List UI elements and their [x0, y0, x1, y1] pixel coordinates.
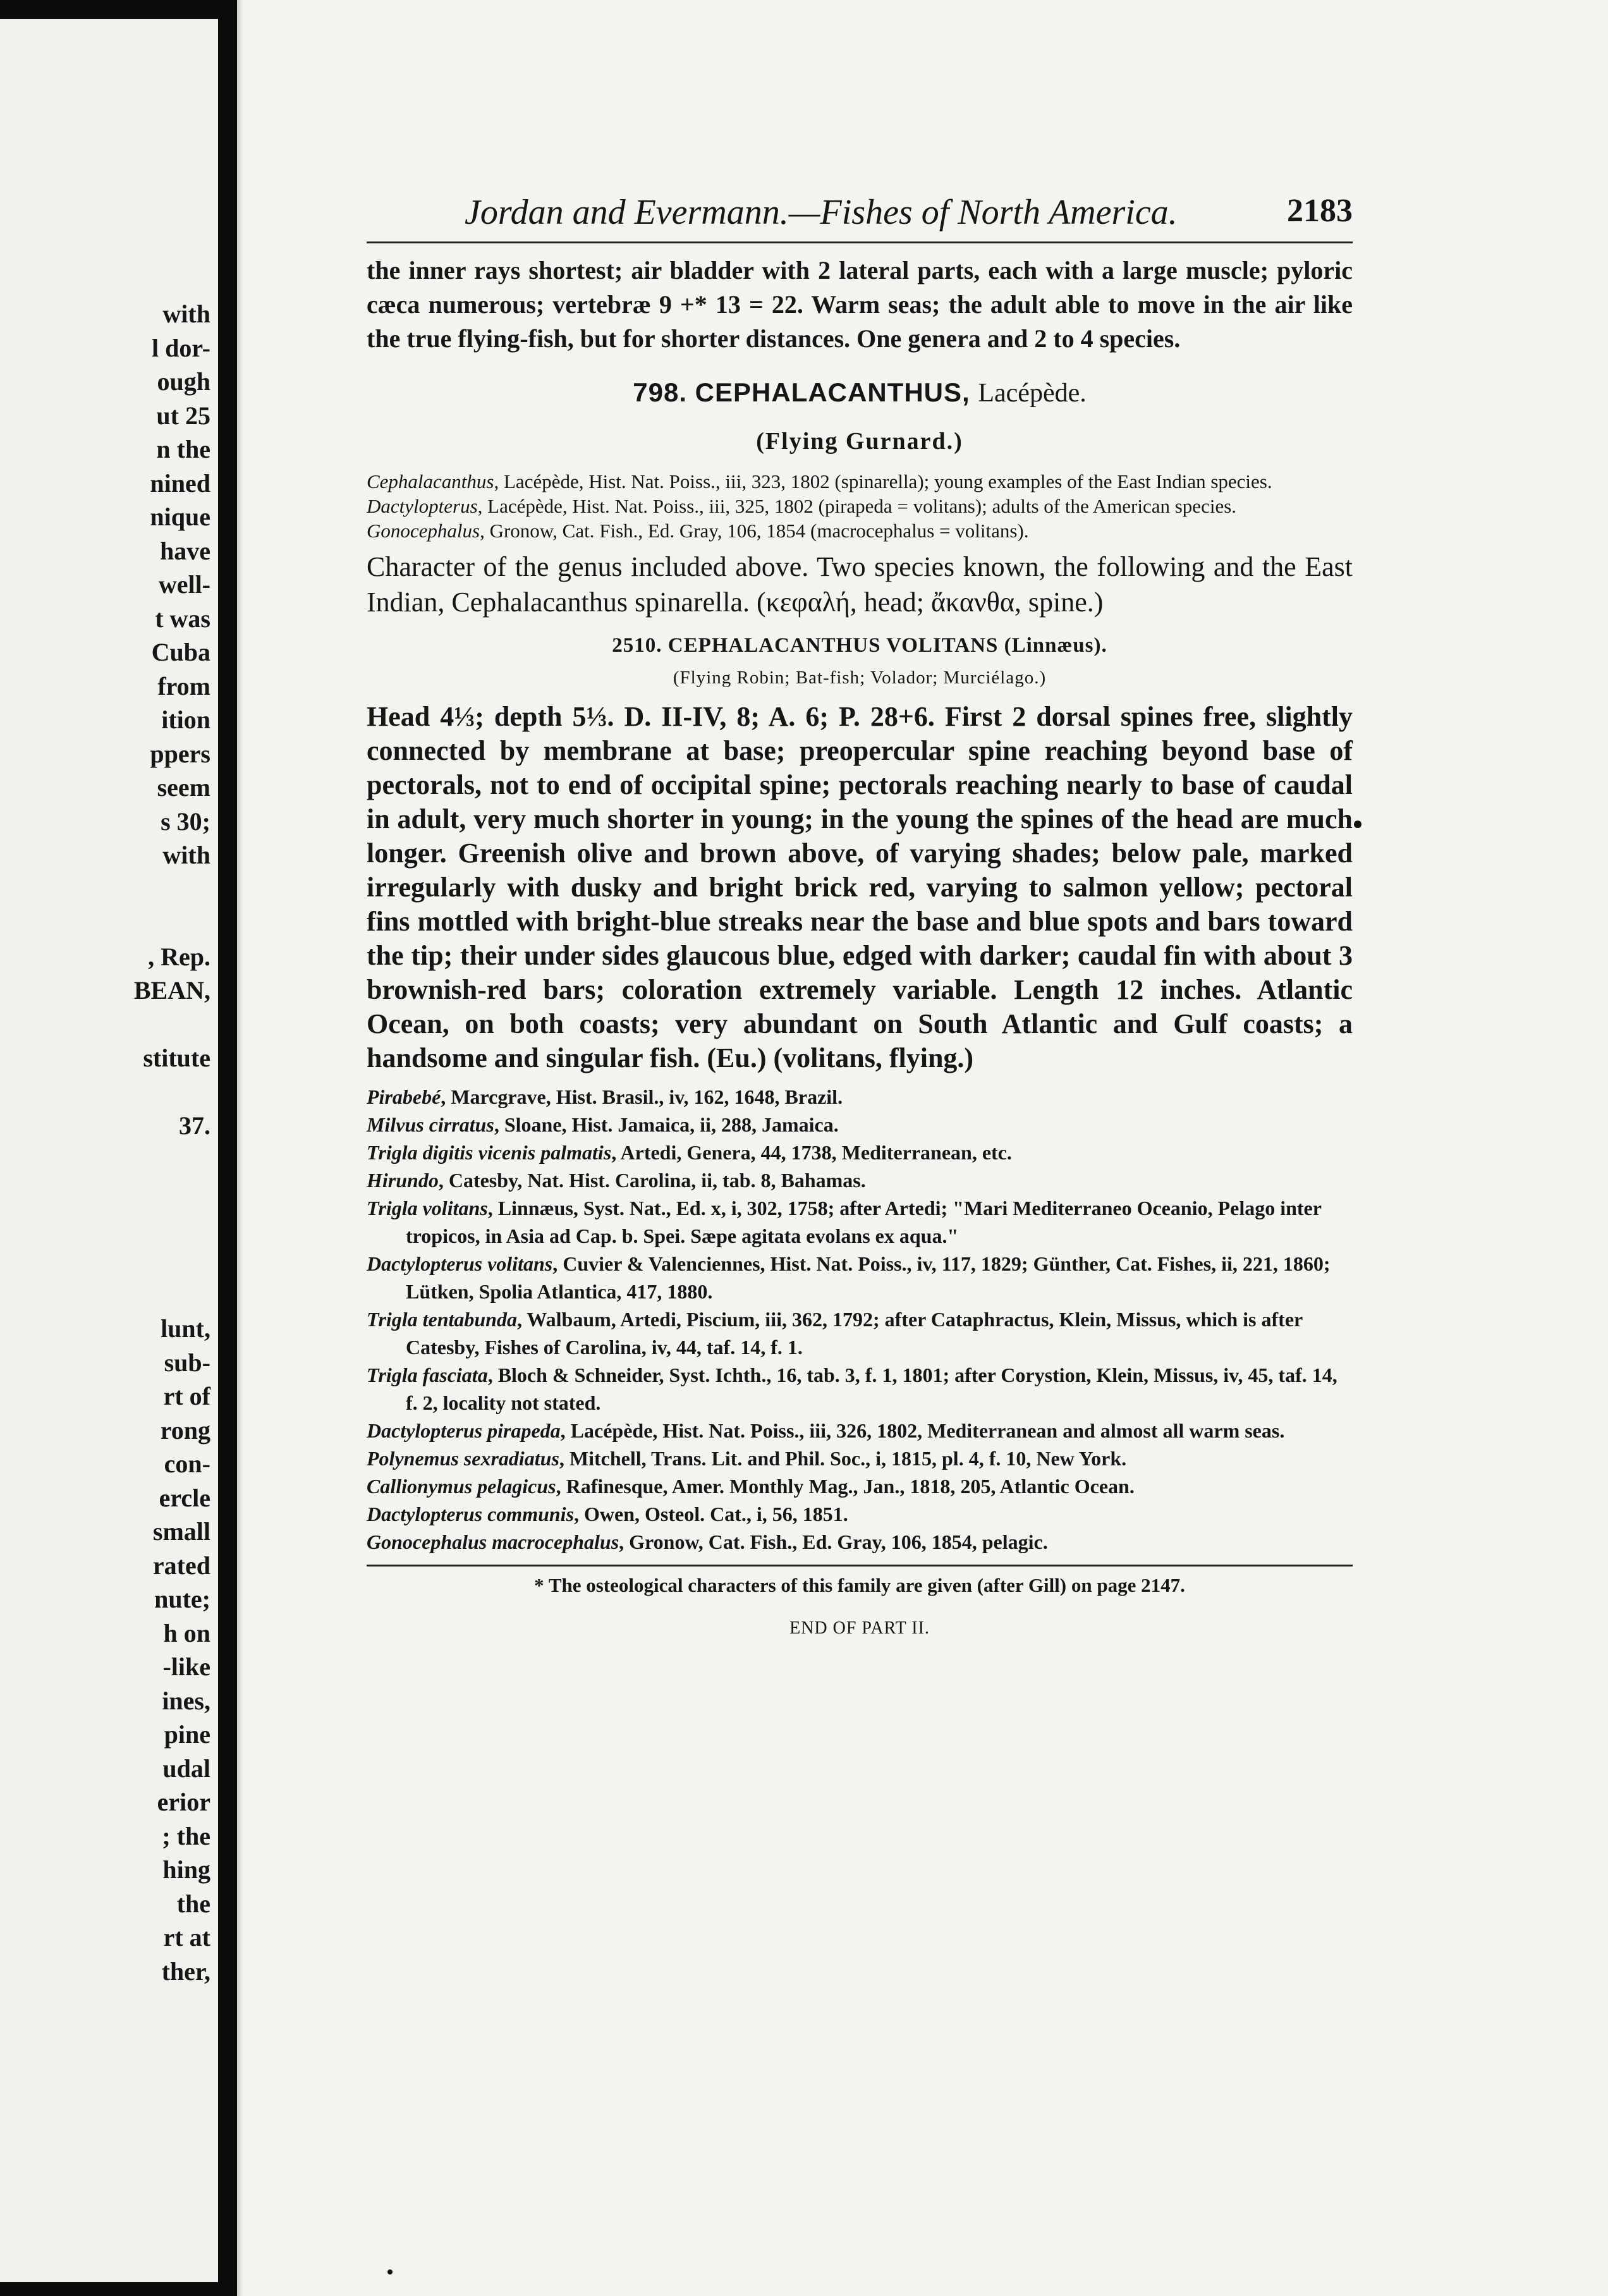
reference-citation: , Linnæus, Syst. Nat., Ed. x, i, 302, 1758; after Artedi; "Mari Mediterraneo Oceanio, Pelago inter tropicos, in Asia ad Cap. b. Spei. Sæpe agitata evolans ex aqua." — [406, 1197, 1322, 1247]
left-page-fragment — [134, 906, 210, 940]
left-page-fragment: rong — [160, 1415, 210, 1444]
left-page-fragment: stitute — [143, 1044, 210, 1072]
left-page-fragment: BEAN, — [133, 976, 210, 1004]
left-page-margin — [0, 19, 218, 2282]
running-title: Jordan and Evermann.—Fishes of North America. — [465, 193, 1178, 232]
right-page — [237, 0, 1608, 2296]
left-page-fragment — [134, 1008, 210, 1042]
genus-synonyms — [367, 469, 1353, 543]
reference-name: Trigla digitis vicenis palmatis — [367, 1141, 612, 1164]
reference-entry — [367, 1444, 1353, 1472]
left-page-fragment: with — [162, 300, 210, 328]
speck — [387, 2269, 393, 2275]
left-page-fragment: con- — [164, 1450, 210, 1478]
intro-paragraph: the inner rays shortest; air bladder with 2 lateral parts, each with a large muscle; pyloric cæca numerous; vertebræ 9 +* 13 = 22. Warm seas; the adult able to move in the air like the true flying-fish, but for shorter distances. One genera and 2 to 4 species. — [367, 256, 1353, 353]
left-page-fragment — [134, 1211, 210, 1245]
reference-name: Pirabebé — [367, 1085, 441, 1108]
reference-name: Gonocephalus macrocephalus — [367, 1530, 619, 1553]
left-page-fragment: erior — [157, 1788, 210, 1816]
reference-citation: , Bloch & Schneider, Syst. Ichth., 16, tab. 3, f. 1, 1801; after Corystion, Klein, Missus, iv, 45, taf. 14, f. 2, locality not stated. — [406, 1364, 1337, 1414]
left-page-fragment: ines, — [162, 1686, 210, 1715]
reference-citation: , Sloane, Hist. Jamaica, ii, 288, Jamaica. — [494, 1113, 839, 1136]
running-header — [367, 183, 1353, 241]
reference-name: Hirundo — [367, 1169, 439, 1192]
left-page-fragment — [134, 1176, 210, 1211]
left-page-fragment: with — [162, 841, 210, 869]
left-page-fragment: nique — [150, 503, 210, 531]
species-heading: 2510. CEPHALACANTHUS VOLITANS (Linnæus). — [612, 634, 1107, 657]
end-of-part: END OF PART II. — [789, 1618, 930, 1638]
reference-entry — [367, 1194, 1353, 1250]
book-gutter — [218, 0, 237, 2296]
reference-entry — [367, 1083, 1353, 1111]
left-page-fragment: ppers — [150, 739, 210, 768]
reference-name: Trigla fasciata — [367, 1364, 488, 1386]
genus-author: Lacépède. — [978, 379, 1087, 408]
reference-name: Trigla volitans — [367, 1197, 488, 1219]
footnote-rule — [367, 1565, 1353, 1566]
reference-entry — [367, 1139, 1353, 1166]
left-page-fragment: ition — [161, 705, 210, 734]
left-page-fragment: rated — [152, 1551, 210, 1580]
reference-citation: , Owen, Osteol. Cat., i, 56, 1851. — [574, 1503, 848, 1525]
left-page-fragment: ercle — [159, 1483, 210, 1512]
reference-citation: , Walbaum, Artedi, Piscium, iii, 362, 1792; after Cataphractus, Klein, Missus, which is after Catesby, Fishes of Carolina, iv, 44, taf. 14, f. 1. — [406, 1308, 1303, 1359]
left-page-fragment: h on — [163, 1618, 210, 1647]
synonym-entry — [367, 518, 1353, 543]
reference-name: Dactylopterus volitans — [367, 1252, 553, 1275]
left-page-fragment: lunt, — [161, 1314, 210, 1343]
left-page-fragment: rt at — [163, 1923, 210, 1951]
left-page-fragment — [134, 1244, 210, 1278]
left-page-fragment: ut 25 — [156, 401, 210, 430]
left-page-fragment: rt of — [163, 1382, 210, 1410]
left-page-fragment: sub- — [164, 1348, 210, 1377]
reference-entry — [367, 1500, 1353, 1528]
reference-name: Dactylopterus communis — [367, 1503, 575, 1525]
left-page-fragment: from — [157, 671, 210, 700]
left-page-fragment: small — [152, 1517, 210, 1546]
left-page-fragment: ; the — [162, 1821, 210, 1850]
page-content — [367, 183, 1353, 1639]
left-page-fragment: ough — [157, 367, 210, 396]
reference-name: Dactylopterus pirapeda — [367, 1419, 561, 1442]
synonym-name: Gonocephalus — [367, 520, 480, 542]
left-page-fragment: s 30; — [161, 807, 210, 836]
synonym-entry — [367, 494, 1353, 518]
reference-citation: , Gronow, Cat. Fish., Ed. Gray, 106, 1854, pelagic. — [619, 1530, 1048, 1553]
reference-entry — [367, 1250, 1353, 1305]
left-page-fragment: -like — [162, 1652, 210, 1681]
reference-entry — [367, 1305, 1353, 1361]
genus-common-name: (Flying Gurnard.) — [756, 428, 963, 455]
left-page-fragment — [134, 872, 210, 907]
synonym-entry — [367, 469, 1353, 494]
speck — [1354, 821, 1361, 828]
left-page-fragment — [134, 1075, 210, 1109]
reference-entry — [367, 1472, 1353, 1500]
reference-name: Trigla tentabunda — [367, 1308, 517, 1331]
left-page-fragment: , Rep. — [148, 942, 210, 971]
left-page-fragment: hing — [162, 1855, 210, 1884]
reference-citation: , Catesby, Nat. Hist. Carolina, ii, tab. 8, Bahamas. — [438, 1169, 866, 1192]
synonym-citation: , Lacépède, Hist. Nat. Poiss., iii, 325, 1802 (pirapeda = volitans); adults of the American species. — [477, 495, 1237, 517]
reference-citation: , Marcgrave, Hist. Brasil., iv, 162, 1648, Brazil. — [441, 1085, 843, 1108]
reference-citation: , Cuvier & Valenciennes, Hist. Nat. Poiss., iv, 117, 1829; Günther, Cat. Fishes, ii, 221, 1860; Lütken, Spolia Atlantica, 417, 1880. — [406, 1252, 1331, 1303]
reference-entry — [367, 1111, 1353, 1139]
left-page-fragment: udal — [162, 1754, 210, 1783]
left-page-fragment: t was — [155, 604, 210, 633]
header-rule — [367, 241, 1353, 243]
reference-entry — [367, 1361, 1353, 1417]
reference-entry — [367, 1417, 1353, 1444]
reference-entry — [367, 1166, 1353, 1194]
page-number: 2183 — [1287, 193, 1353, 229]
left-page-fragment: nined — [150, 468, 210, 498]
genus-character: Character of the genus included above. Two species known, the following and the East Indian, Cephalacanthus spinarella. (κεφαλή, head; ἄκανθα, spine.) — [367, 551, 1353, 618]
footnote: * The osteological characters of this family are given (after Gill) on page 2147. — [534, 1574, 1185, 1596]
left-page-fragment: n the — [156, 435, 210, 463]
left-page-fragment: ther, — [161, 1957, 210, 1986]
synonym-citation: , Lacépède, Hist. Nat. Poiss., iii, 323, 1802 (spinarella); young examples of the East Indian species. — [494, 470, 1272, 492]
left-page-fragment: 37. — [179, 1111, 210, 1140]
left-page-fragment: l dor- — [152, 333, 210, 362]
species-references — [367, 1083, 1353, 1556]
reference-name: Callionymus pelagicus — [367, 1475, 556, 1498]
genus-title: 798. CEPHALACANTHUS, — [633, 377, 970, 407]
genus-heading — [367, 377, 1353, 408]
left-page-fragment: have — [160, 536, 210, 565]
reference-citation: , Mitchell, Trans. Lit. and Phil. Soc., i, 1815, pl. 4, f. 10, New York. — [559, 1447, 1127, 1470]
reference-citation: , Artedi, Genera, 44, 1738, Mediterranean, etc. — [611, 1141, 1012, 1164]
left-page-fragments — [134, 297, 210, 1988]
reference-name: Milvus cirratus — [367, 1113, 494, 1136]
synonym-citation: , Gronow, Cat. Fish., Ed. Gray, 106, 1854 (macrocephalus = volitans). — [480, 520, 1029, 542]
left-page-fragment: the — [176, 1889, 210, 1918]
left-page-fragment: Cuba — [151, 638, 210, 666]
reference-name: Polynemus sexradiatus — [367, 1447, 559, 1470]
synonym-name: Cephalacanthus — [367, 470, 494, 492]
spine-shadow — [237, 0, 243, 2296]
left-page-fragment: pine — [164, 1720, 210, 1749]
left-page-fragment: seem — [157, 773, 210, 802]
left-page-fragment: well- — [158, 570, 210, 599]
left-page-fragment — [134, 1278, 210, 1312]
left-page-fragment: nute; — [154, 1585, 210, 1613]
species-common-names: (Flying Robin; Bat-fish; Volador; Murciélago.) — [673, 668, 1047, 688]
reference-citation: , Lacépède, Hist. Nat. Poiss., iii, 326, 1802, Mediterranean and almost all warm seas. — [560, 1419, 1285, 1442]
species-description: Head 4⅓; depth 5⅓. D. II-IV, 8; A. 6; P. 28+6. First 2 dorsal spines free, slightly connected by membrane at base; preopercular spine reaching beyond base of pectorals, not to end of occipital spine; pectorals reaching nearly to base of caudal in adult, very much shorter in young; in the young the spines of the head are much longer. Greenish olive and brown above, of varying shades; below pale, marked irregularly with dusky and bright brick red, varying to salmon yellow; pectoral fins mottled with bright-blue streaks near the base and blue spots and bars toward the tip; their under sides glaucous blue, edged with darker; caudal fin with about 3 brownish-red bars; coloration extremely variable. Length 12 inches. Atlantic Ocean, on both coasts; very abundant on South Atlantic and Gulf coasts; a handsome and singular fish. (Eu.) (volitans, flying.) — [367, 701, 1353, 1073]
left-page-fragment — [134, 1143, 210, 1177]
synonym-name: Dactylopterus — [367, 495, 478, 517]
reference-entry — [367, 1528, 1353, 1556]
reference-citation: , Rafinesque, Amer. Monthly Mag., Jan., 1818, 205, Atlantic Ocean. — [556, 1475, 1135, 1498]
